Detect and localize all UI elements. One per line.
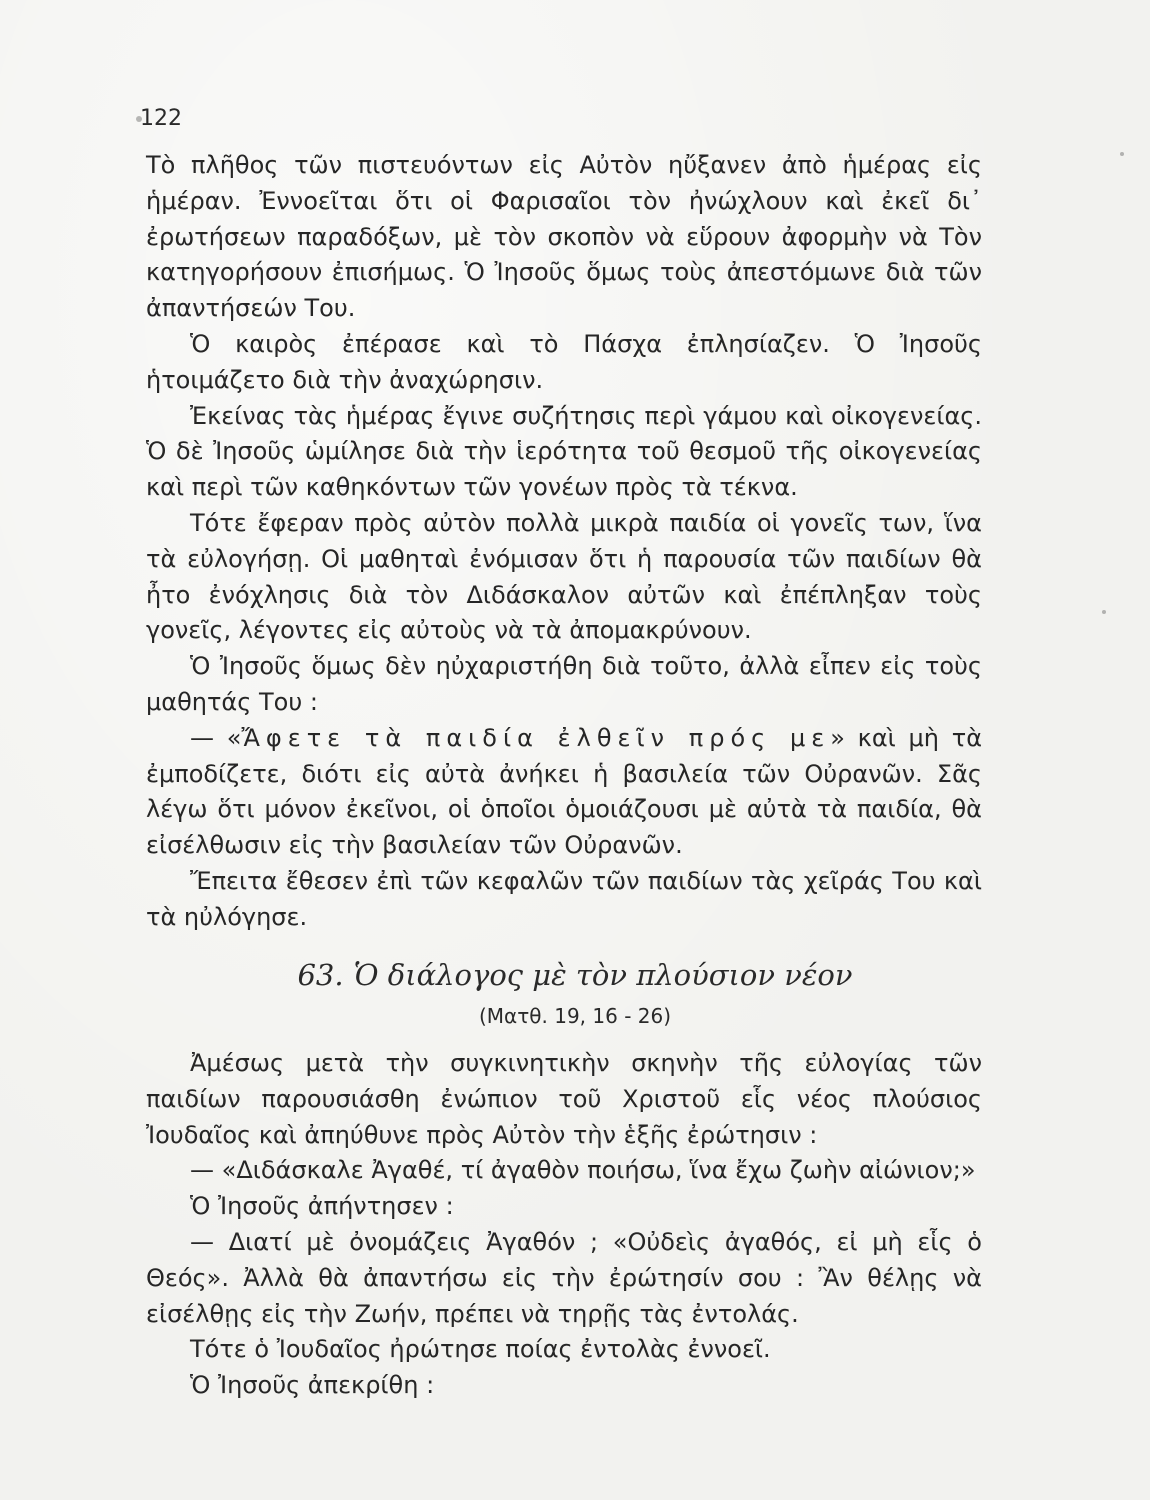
paragraph: Ἀμέσως μετὰ τὴν συγκινητικὴν σκηνὴν τῆς εὐλογίας τῶν παιδίων παρουσιάσθη ἐνώπιον τοῦ Χριστοῦ εἷς νέος πλούσιος Ἰουδαῖος καὶ ἀπηύθυνε πρὸς Αὐτὸν τὴν ἑξῆς ἐρώτησιν : [146, 1049, 982, 1149]
paragraph: Τὸ πλῆθος τῶν πιστευόντων εἰς Αὐτὸν ηὔξανεν ἀπὸ ἡμέρας εἰς ἡμέραν. Ἐννοεῖται ὅτι οἱ Φαρισαῖοι τὸν ἠνώχλουν καὶ ἐκεῖ δι᾿ ἐρωτήσεων παραδόξων, μὲ τὸν σκοπὸν νὰ εὕρουν ἀφορμὴν νὰ Τὸν κατηγορήσουν ἐπισήμως. Ὁ Ἰησοῦς ὅμως τοὺς ἀπεστόμωνε διὰ τῶν ἀπαντήσεών Του. [146, 151, 982, 323]
paragraph: Ὁ Ἰησοῦς ἀπεκρίθη : [190, 1371, 435, 1400]
section-number: 63. [297, 958, 344, 992]
paragraph: Ὁ Ἰησοῦς ἀπήντησεν : [190, 1192, 454, 1221]
closing-paragraph: Ἔπειτα ἔθεσεν ἐπὶ τῶν κεφαλῶν τῶν παιδίων τὰς χεῖράς Του καὶ τὰ ηὐλόγησε. [146, 866, 982, 931]
paragraph: Τότε ὁ Ἰουδαῖος ἠρώτησε ποίας ἐντολὰς ἐννοεῖ. [190, 1335, 771, 1364]
print-speck [136, 116, 142, 122]
paragraph: Ἐκείνας τὰς ἡμέρας ἔγινε συζήτησις περὶ γάμου καὶ οἰκογενείας. Ὁ δὲ Ἰησοῦς ὡμίλησε διὰ τὴν ἱερότητα τοῦ θεσμοῦ τῆς οἰκογενείας καὶ περὶ τῶν καθηκόντων τῶν γονέων πρὸς τὰ τέκνα. [146, 401, 982, 502]
section-title: Ὁ διάλογος μὲ τὸν πλούσιον νέον [353, 958, 853, 992]
section-reference: (Ματθ. 19, 16 - 26) [478, 1004, 672, 1028]
quote-rest: » καὶ μὴ τὰ ἐμποδίζετε, διότι εἰς αὐτὰ ἀνήκει ἡ βασιλεία τῶν Οὐρανῶν. Σᾶς λέγω ὅτι μόνον ἐκεῖνοι, οἱ ὁποῖοι ὁμοιάζουσι μὲ αὐτὰ τὰ παιδία, θὰ εἰσέλθωσιν εἰς τὴν βασιλείαν τῶν Οὐρανῶν. [146, 723, 983, 860]
spaced-quote: Ἄφετε τὰ παιδία ἐλθεῖν πρός με [241, 723, 831, 752]
paragraph: Τότε ἔφεραν πρὸς αὐτὸν πολλὰ μικρὰ παιδία οἱ γονεῖς των, ἵνα τὰ εὐλογήσῃ. Οἱ μαθηταὶ ἐνόμισαν ὅτι ἡ παρουσία τῶν παιδίων θὰ ἦτο ἐνόχλησις διὰ τὸν Διδάσκαλον αὐτῶν καὶ ἐπέπληξαν τοὺς γονεῖς, λέγοντες εἰς αὐτοὺς νὰ τὰ ἀπομακρύνουν. [146, 508, 982, 645]
print-speck [1120, 152, 1124, 156]
paragraph: — «Διδάσκαλε Ἀγαθέ, τί ἀγαθὸν ποιήσω, ἵνα ἔχω ζωὴν αἰώνιον;» [190, 1156, 976, 1185]
paragraph: Ὁ καιρὸς ἐπέρασε καὶ τὸ Πάσχα ἐπλησίαζεν. Ὁ Ἰησοῦς ἡτοιμάζετο διὰ τὴν ἀναχώρησιν. [146, 329, 982, 394]
paragraph: — Διατί μὲ ὀνομάζεις Ἀγαθόν ; «Οὐδεὶς ἀγαθός, εἰ μὴ εἷς ὁ Θεός». Ἀλλὰ θὰ ἀπαντήσω εἰς τὴν ἐρώτησίν σου : Ἂν θέλῃς νὰ εἰσέλθῃς εἰς τὴν Ζωήν, πρέπει νὰ τηρῇς τὰς ἐντολάς. [146, 1227, 982, 1328]
upper-text-block [146, 148, 982, 936]
quote-prefix: — « [190, 723, 242, 752]
paragraph: Ὁ Ἰησοῦς ὅμως δὲν ηὐχαριστήθη διὰ τοῦτο, ἀλλὰ εἶπεν εἰς τοὺς μαθητάς Του : [146, 652, 982, 716]
quote-paragraph [146, 721, 982, 864]
print-speck [1102, 610, 1106, 614]
page-number: 122 [140, 106, 182, 131]
section-heading [0, 958, 1150, 992]
lower-text-block [146, 1046, 982, 1404]
